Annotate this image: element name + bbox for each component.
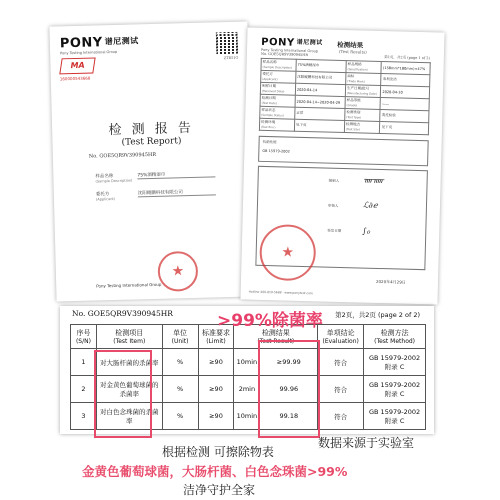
info-key: 委托方 <box>262 71 273 77</box>
info-key-en: (Test Env.) <box>260 124 276 130</box>
info-key: 到样日期 <box>262 83 277 89</box>
info-value: 2020-04-14~2020-04-29 <box>295 95 345 108</box>
info-key: 样品等级 <box>346 98 361 103</box>
cover-footer: Pony Testing International Group <box>96 281 162 289</box>
signature-3: ∫ℴ <box>362 226 371 236</box>
test-item-block <box>258 136 429 166</box>
info-value: 沈阳鲲鹏科技有限公司 <box>296 71 346 84</box>
info-key: 检测日期 <box>261 95 276 101</box>
brand-name: PONY <box>261 36 295 49</box>
qr-code-icon <box>216 32 239 55</box>
cover-row-label: 委托方 <box>95 192 110 198</box>
results-title-en: (Test Results) <box>338 48 367 55</box>
cell-method: GB 15979-2002 附录 C <box>364 403 426 430</box>
info-value: 见下页 <box>294 119 344 132</box>
cell-method: GB 15979-2002 附录 C <box>364 376 426 403</box>
cell-unit: % <box>162 376 198 403</box>
header-item: 检测项目 (Test Item) <box>96 325 162 349</box>
strip-report-number: No. GOE5QR9V390945HR <box>72 309 173 318</box>
cell-result: ≥99.99 <box>260 349 318 376</box>
header-method: 检测方法 (Test Method) <box>364 325 426 349</box>
results-page-number: 第1页，共2页 (page 1 of 2) <box>384 55 430 61</box>
info-key: 样品状态 <box>261 107 276 113</box>
results-info-table <box>259 58 431 135</box>
results-title: 检测结果 <box>337 40 364 50</box>
brand-name-cn: 谱尼测试 <box>104 36 139 47</box>
info-value: 正常 <box>295 107 345 120</box>
info-value: 2020-04-14 <box>295 83 345 96</box>
cell-unit: % <box>162 403 198 430</box>
info-key-en: (Grade) <box>346 103 358 108</box>
header-result: 检测结果 (Test Result) <box>234 325 318 349</box>
highlight-box-test-result <box>258 340 320 438</box>
header-evaluation: 单项结论 (Evaluation) <box>318 325 364 349</box>
brand-subtitle: Pony Testing International Group <box>260 47 319 54</box>
info-key-en: (Test Type) <box>346 115 362 120</box>
info-key: 检测地点 <box>346 122 361 127</box>
cell-item: 对金黄色葡萄球菌的杀菌率 <box>96 376 162 403</box>
cover-title-en: (Test Report) <box>121 136 182 148</box>
cell-evaluation: 符合 <box>318 349 364 376</box>
issue-date: 2020年4月29日 <box>375 278 406 285</box>
results-report-number: No. GOE5QR9V390945HR <box>260 51 309 58</box>
cma-number: 160000543668 <box>59 75 91 82</box>
brand-logo <box>261 36 323 54</box>
info-key: 生产日期/批号 <box>346 86 370 91</box>
info-key-en: (Specification) <box>347 67 368 72</box>
strip-page-number: 第2页，共2页 (page 2 of 2) <box>335 311 420 319</box>
cell-limit: ≥90 <box>198 376 234 403</box>
results-page-footer: Hotline 400-819-5688 · www.ponytest.com <box>248 289 314 296</box>
company-seal-stamp <box>259 224 316 281</box>
cell-time: 10min <box>234 349 260 376</box>
info-key-en: (Received Date) <box>261 88 285 94</box>
cell-time: 2min <box>234 376 260 403</box>
cell-time: 10min <box>234 403 260 430</box>
cell-evaluation: 符合 <box>318 376 364 403</box>
info-key-en: (Manufacturing Date) <box>346 91 377 96</box>
report-cover-page <box>49 21 254 301</box>
test-results-page <box>240 27 444 304</box>
caption-source: 数据来源于实验室 <box>318 436 415 450</box>
cover-row-value: 75%酒精湿巾 <box>137 172 166 179</box>
cell-sn: 1 <box>71 349 97 376</box>
company-seal-stamp <box>157 251 198 292</box>
qr-id: ZTB51G <box>223 55 239 61</box>
info-key-en: (Applicant) <box>262 76 278 82</box>
cell-sn: 2 <box>71 376 97 403</box>
cover-row-label: 样品名称 <box>95 174 114 180</box>
brand-subtitle: Pony Testing International Group <box>60 49 118 56</box>
signature-2: ℒ∂ℯ <box>362 200 378 210</box>
cell-limit: ≥90 <box>198 403 234 430</box>
cell-item: 对大肠杆菌的杀菌率 <box>96 349 162 376</box>
cover-row-value: 沈阳鲲鹏科技有限公司 <box>137 190 183 197</box>
signer-label-1: 编制人 <box>328 178 340 183</box>
info-value: 75%酒精湿巾 <box>296 59 346 72</box>
cell-item: 对白色念珠菌的杀菌率 <box>96 403 162 430</box>
signature-1: ᚄᚅ <box>363 174 384 185</box>
caption-slogan: 洁净守护全家 <box>183 483 256 497</box>
cell-result: 99.96 <box>260 376 318 403</box>
cover-row-label-en: (Applicant) <box>95 196 116 202</box>
cell-evaluation: 符合 <box>318 403 364 430</box>
signer-label-2: 审核人 <box>327 203 339 208</box>
info-value: 委托检验 <box>380 109 429 122</box>
info-key-en: (Trade Mark) <box>347 79 365 84</box>
info-key: 检测类别 <box>346 110 361 115</box>
headline-sterilization-rate: >99%除菌率 <box>217 311 323 331</box>
signer-label-3: 签发日期 <box>327 228 342 233</box>
info-key: 检测环境 <box>261 119 276 125</box>
info-key-en: (Test Site) <box>345 127 360 132</box>
cover-report-number: No. GOE5QR9V390945HR <box>88 151 157 160</box>
caption-basis: 根据检测 可擦除物表 <box>162 445 274 459</box>
cell-limit: ≥90 <box>198 349 234 376</box>
cell-method: GB 15979-2002 附录 C <box>364 349 426 376</box>
cover-title: 检 测 报 告 <box>108 120 195 139</box>
cma-logo: MA <box>59 57 95 74</box>
info-key-en: (Sample Description) <box>262 64 293 70</box>
info-key: 商标 <box>347 74 355 79</box>
info-key: 样品名称 <box>262 59 277 65</box>
info-value: 见下页 <box>380 121 429 134</box>
cell-sn: 3 <box>71 403 97 430</box>
info-key-en: (Sample Status) <box>261 112 284 118</box>
cover-row-label-en: (Sample Description) <box>95 178 133 184</box>
info-value: 2020-04-10 <box>381 85 430 98</box>
cover-row-sample <box>95 172 165 184</box>
caption-claim: 金黄色葡萄球菌，大肠杆菌、白色念珠菌>99% <box>82 464 348 479</box>
test-method: GB 15979-2002 <box>262 148 290 154</box>
brand-name-cn: 谱尼测试 <box>296 38 323 47</box>
header-limit: 标准要求 (Limit) <box>198 325 234 349</box>
info-key-en: (Test Date) <box>261 100 277 106</box>
info-value: —— <box>380 97 429 110</box>
brand-logo <box>60 34 139 55</box>
header-unit: 单位 (Unit) <box>162 325 198 349</box>
brand-name: PONY <box>59 35 103 52</box>
highlight-box-test-item <box>94 350 152 438</box>
test-item: 抗菌性能 <box>262 139 277 145</box>
info-value: 来利安洁 <box>381 73 430 86</box>
cell-result: 99.18 <box>260 403 318 430</box>
cover-row-applicant <box>96 189 183 201</box>
cell-unit: % <box>162 349 198 376</box>
info-value: (158mm*180mm)×47% <box>381 61 430 74</box>
info-key: 样品规格 <box>347 62 362 67</box>
header-sn: 序号 (S/N) <box>71 325 97 349</box>
